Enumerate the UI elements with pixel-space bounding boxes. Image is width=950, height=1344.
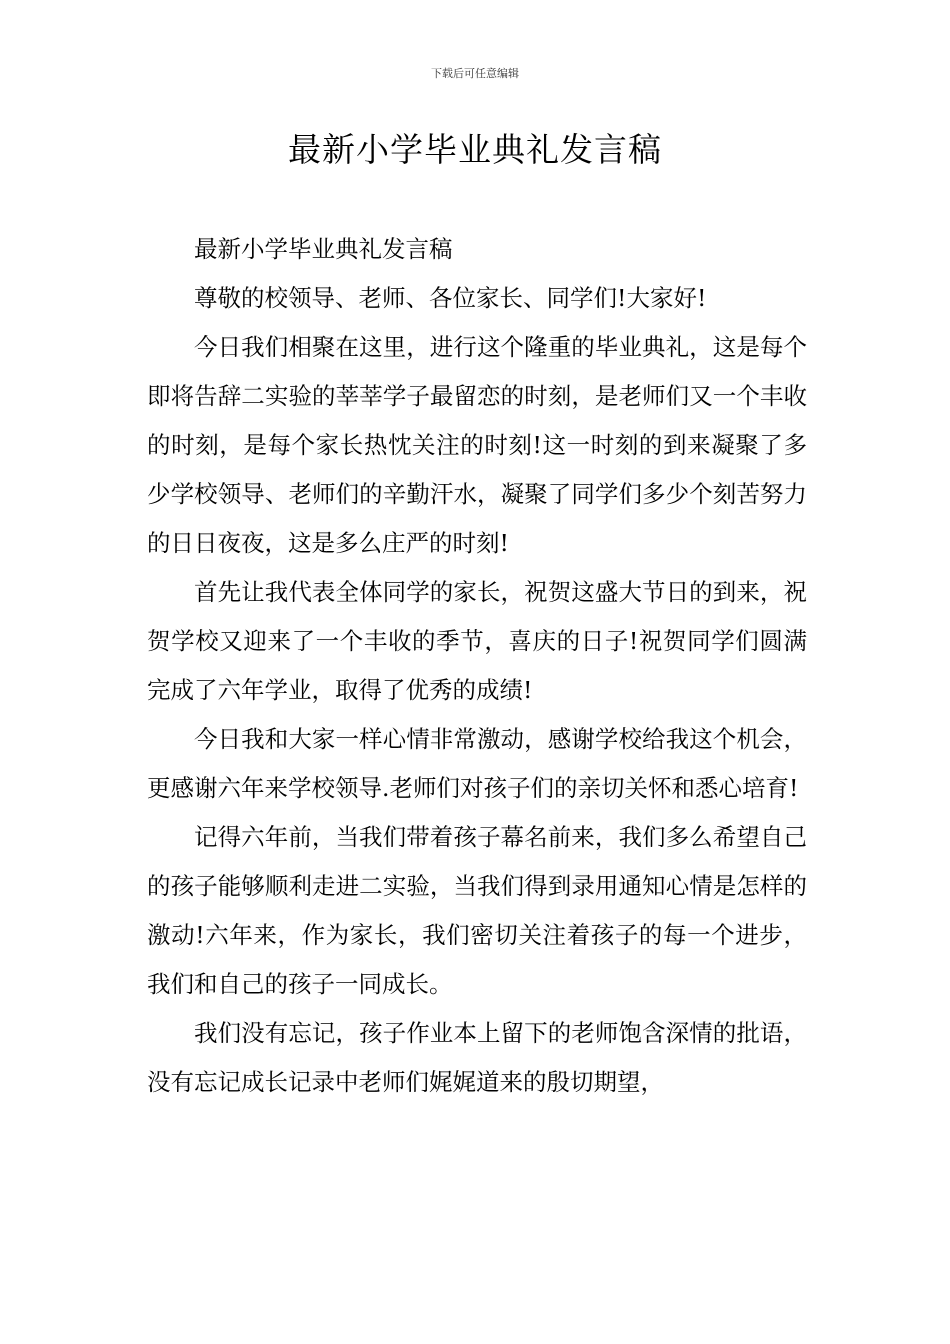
- paragraph-subtitle: 最新小学毕业典礼发言稿: [194, 235, 453, 263]
- paragraph: 记得六年前，当我们带着孩子幕名前来，我们多么希望自己的孩子能够顺利走进二实验，当我们得到录用通知心情是怎样的激动!六年来，作为家长，我们密切关注着孩子的每一个进步，我们和自己的孩子一同成长。: [147, 823, 807, 998]
- document-title: 最新小学毕业典礼发言稿: [288, 130, 662, 169]
- paragraph: 今日我和大家一样心情非常激动，感谢学校给我这个机会，更感谢六年来学校领导.老师们对孩子们的亲切关怀和悉心培育!: [147, 725, 807, 802]
- header-note: 下载后可任意编辑: [431, 67, 519, 80]
- document-body: [147, 225, 807, 1107]
- paragraph: 我们没有忘记，孩子作业本上留下的老师饱含深情的批语，没有忘记成长记录中老师们娓娓道来的殷切期望，: [147, 1019, 807, 1096]
- paragraph: 今日我们相聚在这里，进行这个隆重的毕业典礼，这是每个即将告辞二实验的莘莘学子最留恋的时刻，是老师们又一个丰收的时刻，是每个家长热忱关注的时刻!这一时刻的到来凝聚了多少学校领导、老师们的辛勤汗水，凝聚了同学们多少个刻苦努力的日日夜夜，这是多么庄严的时刻!: [147, 333, 807, 557]
- paragraph: 首先让我代表全体同学的家长，祝贺这盛大节日的到来，祝贺学校又迎来了一个丰收的季节，喜庆的日子!祝贺同学们圆满完成了六年学业，取得了优秀的成绩!: [147, 578, 807, 704]
- paragraph-greeting: 尊敬的校领导、老师、各位家长、同学们!大家好!: [194, 284, 707, 312]
